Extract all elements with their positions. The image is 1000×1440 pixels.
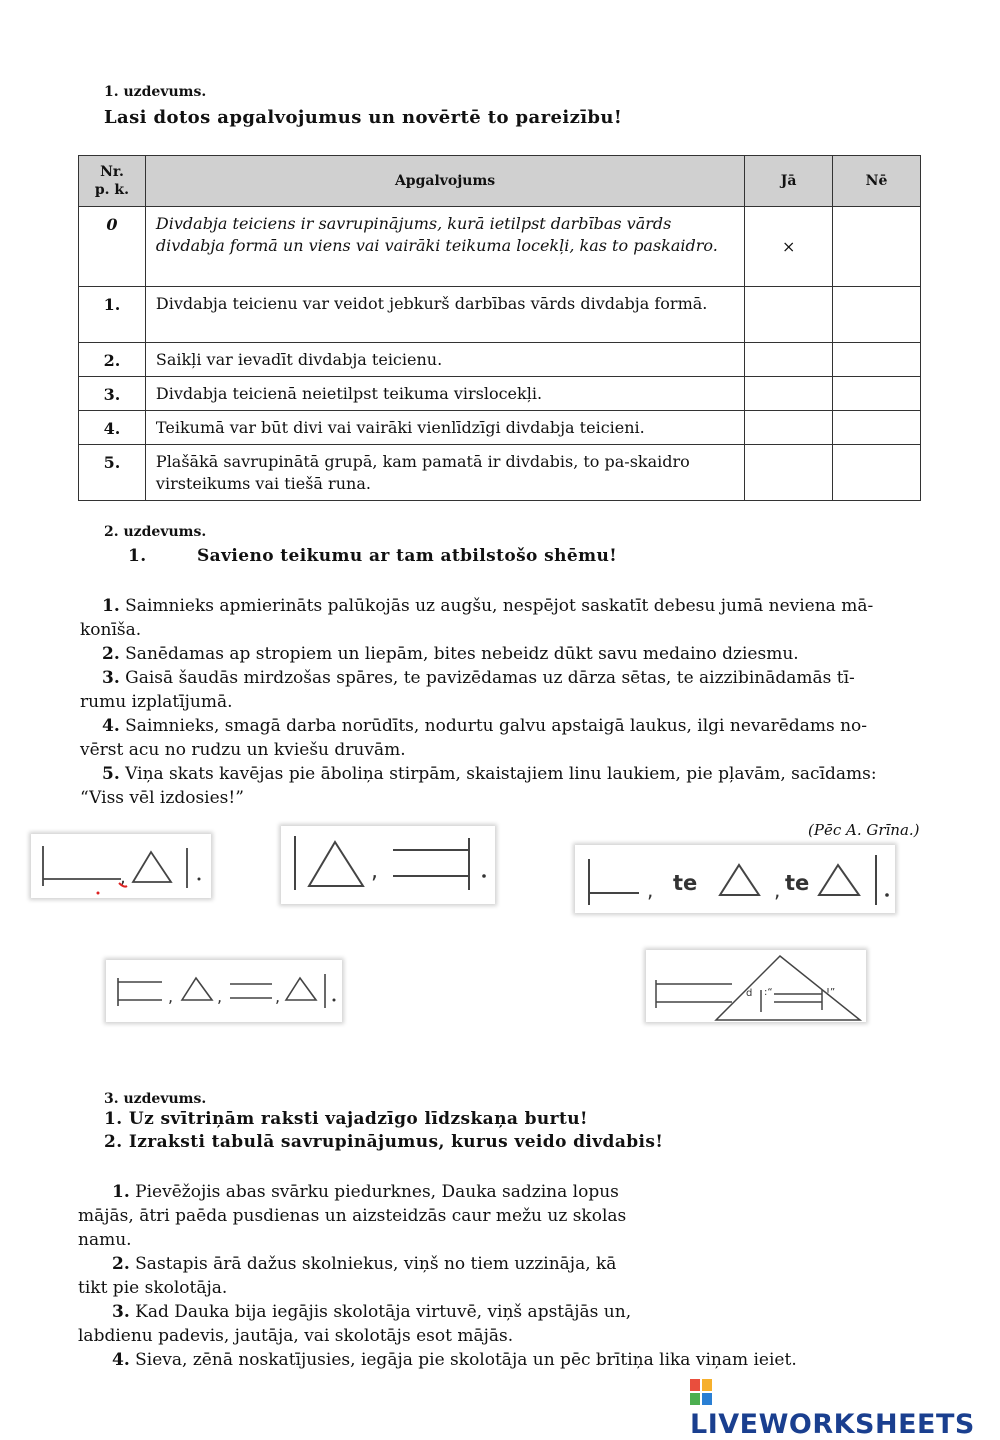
task2-label: 2. uzdevums.: [104, 524, 207, 540]
logo-square-blue: [702, 1393, 712, 1405]
answer-no-cell[interactable]: [833, 445, 921, 501]
answer-yes-cell[interactable]: [745, 377, 833, 411]
task2-subnumber: 1.: [128, 546, 147, 566]
task3-paragraph-2: [78, 1252, 668, 1300]
answer-no-cell[interactable]: [833, 343, 921, 377]
answer-no-cell[interactable]: [833, 287, 921, 343]
scheme-5-letter-d: d: [746, 988, 753, 999]
sentence-number: 4.: [102, 716, 120, 736]
scheme-4-diagram: [106, 960, 342, 1022]
table-row: [79, 343, 921, 377]
sentence-1: [80, 594, 918, 642]
task1-table: [78, 155, 921, 501]
task3-label: 3. uzdevums.: [104, 1091, 207, 1107]
svg-text:,: ,: [168, 987, 174, 1006]
scheme-1[interactable]: [31, 834, 211, 898]
task1-label: 1. uzdevums.: [104, 84, 207, 100]
paragraph-line: Sieva, zēnā noskatījusies, iegāja pie skolotāja un pēc brītiņa lika viņam ieiet.: [135, 1350, 797, 1370]
sentence-text: Viņa skats kavējas pie āboliņa stirpām, skaistajiem linu laukiem, pie pļavām, sacīdams:: [125, 764, 877, 784]
row-number: 4.: [79, 411, 146, 445]
answer-no-cell[interactable]: [833, 207, 921, 287]
sentence-continuation: vērst acu no rudzu un kviešu druvām.: [80, 740, 406, 760]
row-statement: Divdabja teicienu var veidot jebkurš darbības vārds divdabja formā.: [145, 287, 744, 343]
sentence-continuation: rumu izplatījumā.: [80, 692, 233, 712]
answer-yes-cell[interactable]: ×: [745, 207, 833, 287]
scheme-2-diagram: [281, 826, 495, 904]
scheme-5-diagram: [646, 950, 866, 1022]
task2-title: Savieno teikumu ar tam atbilstošo shēmu!: [197, 546, 618, 566]
paragraph-number: 2.: [112, 1254, 130, 1274]
task1-title: Lasi dotos apgalvojumus un novērtē to pareizību!: [104, 107, 623, 128]
scheme-2[interactable]: [281, 826, 495, 904]
sentence-text: Sanēdamas ap stropiem un liepām, bites nebeidz dūkt savu medaino dziesmu.: [125, 644, 799, 664]
sentence-4: [80, 714, 918, 762]
scheme-3-diagram: [575, 845, 895, 913]
answer-no-cell[interactable]: [833, 377, 921, 411]
answer-yes-cell[interactable]: [745, 445, 833, 501]
scheme-4[interactable]: [106, 960, 342, 1022]
task3-paragraph-3: [78, 1300, 678, 1348]
logo-square-red: [690, 1379, 700, 1391]
sentence-number: 2.: [102, 644, 120, 664]
answer-yes-cell[interactable]: [745, 287, 833, 343]
answer-yes-cell[interactable]: [745, 343, 833, 377]
answer-yes-cell[interactable]: [745, 411, 833, 445]
paragraph-line: mājās, ātri paēda pusdienas un aizsteidzās caur mežu uz skolas: [78, 1206, 627, 1226]
row-statement: Plašākā savrupinātā grupā, kam pamatā ir divdabis, to pa-skaidro virsteikums vai tiešā runa.: [145, 445, 744, 501]
row-number: 2.: [79, 343, 146, 377]
table-row: [79, 445, 921, 501]
paragraph-line: labdienu padevis, jautāja, vai skolotājs esot mājās.: [78, 1326, 514, 1346]
sentence-number: 1.: [102, 596, 120, 616]
table-row: [79, 287, 921, 343]
scheme-5-colon-quote: :“: [764, 987, 773, 998]
table-row: [79, 377, 921, 411]
row-number: 3.: [79, 377, 146, 411]
paragraph-line: namu.: [78, 1230, 132, 1250]
svg-text:,: ,: [217, 987, 223, 1006]
row-number: 0: [79, 207, 146, 287]
header-nr: Nr. p. k.: [79, 156, 146, 207]
svg-text:,: ,: [774, 878, 781, 902]
sentence-5: [80, 762, 918, 810]
scheme-1-diagram: [31, 834, 211, 898]
paragraph-number: 1.: [112, 1182, 130, 1202]
task3-instruction-1: 1. Uz svītriņām raksti vajadzīgo līdzskaņa burtu!: [104, 1109, 588, 1129]
paragraph-line: tikt pie skolotāja.: [78, 1278, 228, 1298]
svg-text:,: ,: [120, 867, 126, 888]
row-statement: Divdabja teicienā neietilpst teikuma virslocekļi.: [145, 377, 744, 411]
scheme-5[interactable]: [646, 950, 866, 1022]
logo-square-yellow: [702, 1379, 712, 1391]
sentence-text: Gaisā šaudās mirdzošas spāres, te pavizēdamas uz dārza sētas, te aizzibinādamās tī-: [125, 668, 855, 688]
sentence-text: Saimnieks, smagā darba norūdīts, nodurtu galvu apstaigā laukus, ilgi nevarēdams no-: [125, 716, 868, 736]
table-header-row: [79, 156, 921, 207]
sentence-continuation: “Viss vēl izdosies!”: [80, 788, 244, 808]
paragraph-line: Pievēžojis abas svārku piedurknes, Dauka sadzina lopus: [135, 1182, 619, 1202]
paragraph-line: Kad Dauka bija iegājis skolotāja virtuvē, viņš apstājās un,: [135, 1302, 632, 1322]
paragraph-line: Sastapis ārā dažus skolniekus, viņš no tiem uzzināja, kā: [135, 1254, 617, 1274]
scheme-3-word-te: te: [673, 871, 698, 895]
paragraph-number: 3.: [112, 1302, 130, 1322]
sentence-2: [80, 642, 918, 666]
table-row: [79, 207, 921, 287]
svg-text:,: ,: [371, 859, 378, 884]
task3-instruction-2: 2. Izraksti tabulā savrupinājumus, kurus veido divdabis!: [104, 1132, 664, 1152]
liveworksheets-logo-icon: [690, 1379, 714, 1405]
row-number: 1.: [79, 287, 146, 343]
liveworksheets-logo-text: LIVEWORKSHEETS: [690, 1409, 975, 1440]
header-no: Nē: [833, 156, 921, 207]
task3-paragraph-1: [78, 1180, 668, 1252]
row-statement: Saikļi var ievadīt divdabja teicienu.: [145, 343, 744, 377]
svg-text:,: ,: [275, 987, 281, 1006]
row-statement: Teikumā var būt divi vai vairāki vienlīdzīgi divdabja teicieni.: [145, 411, 744, 445]
answer-no-cell[interactable]: [833, 411, 921, 445]
scheme-5-exclaim-quote: !”: [826, 987, 836, 998]
header-statement: Apgalvojums: [145, 156, 744, 207]
task3-paragraph-4: [78, 1348, 938, 1372]
header-yes: Jā: [745, 156, 833, 207]
svg-text:,: ,: [647, 878, 654, 902]
sentence-number: 5.: [102, 764, 120, 784]
scheme-3-word-te: te: [785, 871, 810, 895]
sentence-text: Saimnieks apmierināts palūkojās uz augšu, nespējot saskatīt debesu jumā neviena mā-: [125, 596, 874, 616]
sentence-3: [80, 666, 918, 714]
liveworksheets-logo[interactable]: [690, 1378, 1000, 1440]
row-statement: Divdabja teiciens ir savrupinājums, kurā ietilpst darbības vārds divdabja formā un viens vai vairāki teikuma locekļi, kas to paskaidro.: [145, 207, 744, 287]
sentence-continuation: konīša.: [80, 620, 142, 640]
row-number: 5.: [79, 445, 146, 501]
logo-square-green: [690, 1393, 700, 1405]
scheme-3[interactable]: [575, 845, 895, 913]
source-citation: (Pēc A. Grīna.): [808, 821, 920, 839]
sentence-number: 3.: [102, 668, 120, 688]
table-row: [79, 411, 921, 445]
paragraph-number: 4.: [112, 1350, 130, 1370]
